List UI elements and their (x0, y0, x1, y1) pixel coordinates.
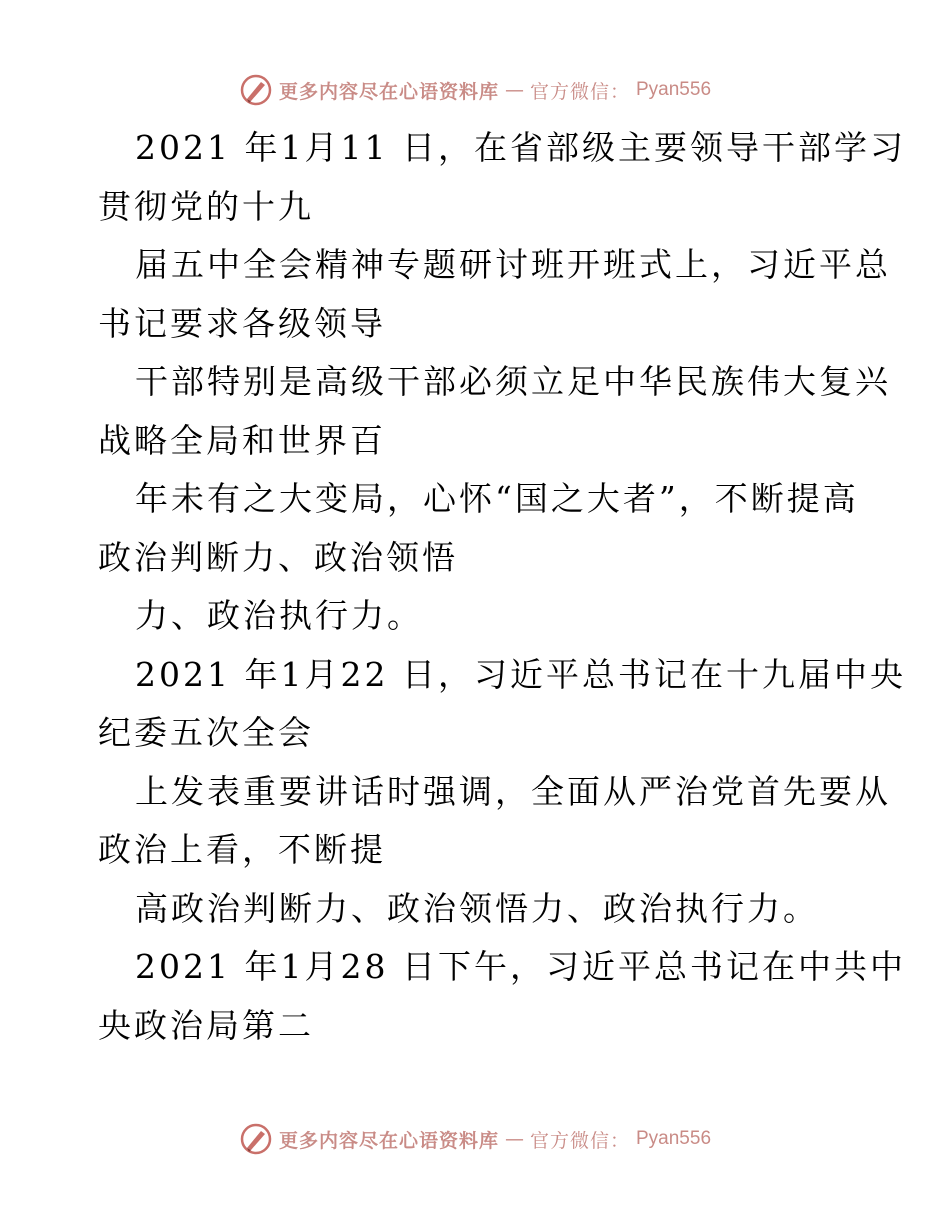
footer-banner (0, 1119, 950, 1159)
header-wechat-label: 官方微信： (529, 80, 630, 103)
pen-logo-icon (239, 73, 273, 107)
footer-wechat-label: 官方微信： (529, 1129, 630, 1152)
body-line: 战略全局和世界百 (98, 420, 386, 460)
header-promo-text: 更多内容尽在心语资料库 (278, 80, 499, 103)
body-line: 贯彻党的十九 (98, 186, 314, 226)
body-line: 高政治判断力、政治领悟力、政治执行力。 (135, 888, 819, 928)
footer-wechat-id: Pyan556 (636, 1128, 712, 1149)
body-line: 纪委五次全会 (98, 713, 314, 752)
body-line: 政治上看，不断提 (98, 830, 386, 869)
header-wechat-id: Pyan556 (636, 79, 712, 100)
body-line: 2021 年1月28 日下午，习近平总书记在中共中 (135, 947, 906, 986)
body-line: 干部特别是高级干部必须立足中华民族伟大复兴 (135, 362, 891, 401)
body-line: 2021 年1月11 日，在省部级主要领导干部学习 (135, 128, 906, 167)
body-line: 央政治局第二 (98, 1005, 314, 1045)
footer-promo-text: 更多内容尽在心语资料库 (278, 1129, 499, 1152)
pen-logo-icon (239, 1122, 273, 1156)
body-line: 书记要求各级领导 (98, 303, 386, 343)
body-line: 2021 年1月22 日，习近平总书记在十九届中央 (135, 654, 906, 694)
header-banner (0, 70, 950, 110)
body-line: 届五中全会精神专题研讨班开班式上，习近平总 (135, 245, 891, 284)
body-line: 年未有之大变局，心怀“国之大者”，不断提高 (135, 479, 859, 518)
body-line: 上发表重要讲话时强调，全面从严治党首先要从 (135, 771, 891, 811)
document-body (98, 119, 906, 1055)
body-line: 政治判断力、政治领悟 (98, 537, 458, 577)
header-dash: — (504, 79, 524, 101)
footer-dash: — (504, 1128, 524, 1150)
body-line: 力、政治执行力。 (135, 596, 423, 635)
